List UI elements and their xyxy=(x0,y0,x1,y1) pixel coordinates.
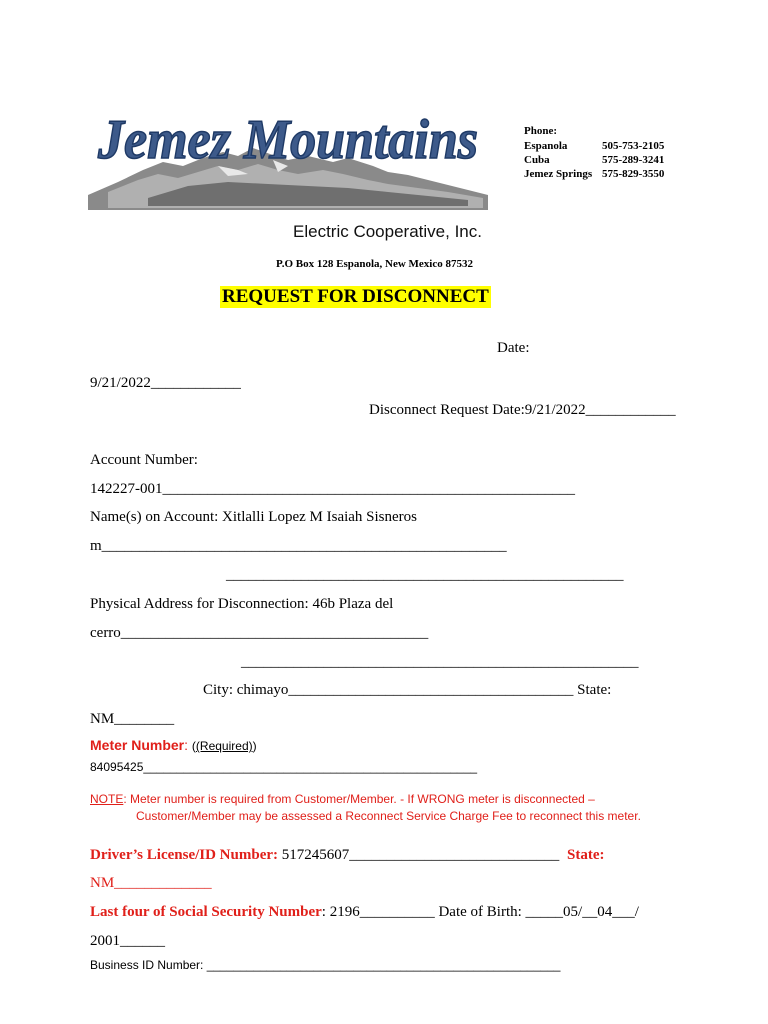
disconnect-request-date: Disconnect Request Date:9/21/2022____________ xyxy=(369,402,676,418)
logo-subtitle: Electric Cooperative, Inc. xyxy=(293,222,482,241)
license-value: 517245607____________________________ xyxy=(278,847,560,863)
account-number-label: Account Number: xyxy=(90,452,198,468)
ssn-label: Last four of Social Security Number xyxy=(90,904,322,920)
ssn-and-dob: : 2196__________ Date of Birth: _____05/__04___/ xyxy=(321,904,639,920)
meter-number-value: 84095425__________________________________________________ xyxy=(90,760,478,774)
phone-city-jemez-springs: Jemez Springs xyxy=(524,168,593,180)
date-value: 9/21/2022____________ xyxy=(90,375,241,391)
phone-city-espanola: Espanola xyxy=(524,140,568,152)
business-id-number: Business ID Number: _____________________________________________________ xyxy=(90,958,561,972)
license-line xyxy=(90,847,605,864)
account-number-value: 142227-001_______________________________________________________ xyxy=(90,481,575,497)
meter-note-line1 xyxy=(90,792,595,806)
note-text-1: : Meter number is required from Customer/Member. - If WRONG meter is disconnected – xyxy=(123,792,595,806)
physical-address-label: Physical Address for Disconnection: 46b Plaza del xyxy=(90,596,394,612)
city-line: City: chimayo______________________________________ State: xyxy=(203,682,612,698)
physical-address-cont: cerro_________________________________________ xyxy=(90,625,429,641)
phone-number-espanola: 505-753-2105 xyxy=(602,140,665,152)
names-extra-line: _____________________________________________________ xyxy=(226,567,624,583)
license-state-value: NM_____________ xyxy=(90,875,212,891)
meter-number-label: Meter Number xyxy=(90,737,185,753)
meter-number-heading xyxy=(90,737,257,753)
ssn-line xyxy=(90,904,639,921)
meter-note-line2: Customer/Member may be assessed a Reconnect Service Charge Fee to reconnect this meter. xyxy=(136,809,641,823)
note-label: NOTE xyxy=(90,792,124,806)
names-on-account-cont: m______________________________________________________ xyxy=(90,538,507,554)
license-state-label: State: xyxy=(567,847,605,863)
physical-address-extra-line: _____________________________________________________ xyxy=(241,654,639,670)
state-value: NM________ xyxy=(90,711,175,727)
dob-year: 2001______ xyxy=(90,933,165,949)
phone-number-cuba: 575-289-3241 xyxy=(602,154,665,166)
names-on-account: Name(s) on Account: Xitlalli Lopez M Isaiah Sisneros xyxy=(90,509,418,525)
meter-required: (Required) xyxy=(195,739,253,753)
license-label: Driver’s License/ID Number: xyxy=(90,847,279,863)
logo-title: Jemez Mountains xyxy=(97,109,479,171)
phone-city-cuba: Cuba xyxy=(524,154,550,166)
form-title: REQUEST FOR DISCONNECT xyxy=(222,286,489,307)
phone-number-jemez-springs: 575-829-3550 xyxy=(602,168,665,180)
jemez-mountains-logo xyxy=(88,100,493,250)
meter-number-colon: : xyxy=(184,737,189,753)
date-label: Date: xyxy=(497,340,530,356)
phone-heading: Phone: xyxy=(524,125,557,137)
mailing-address: P.O Box 128 Espanola, New Mexico 87532 xyxy=(276,258,473,270)
meter-required-wrap: ((Required)) xyxy=(191,739,257,753)
